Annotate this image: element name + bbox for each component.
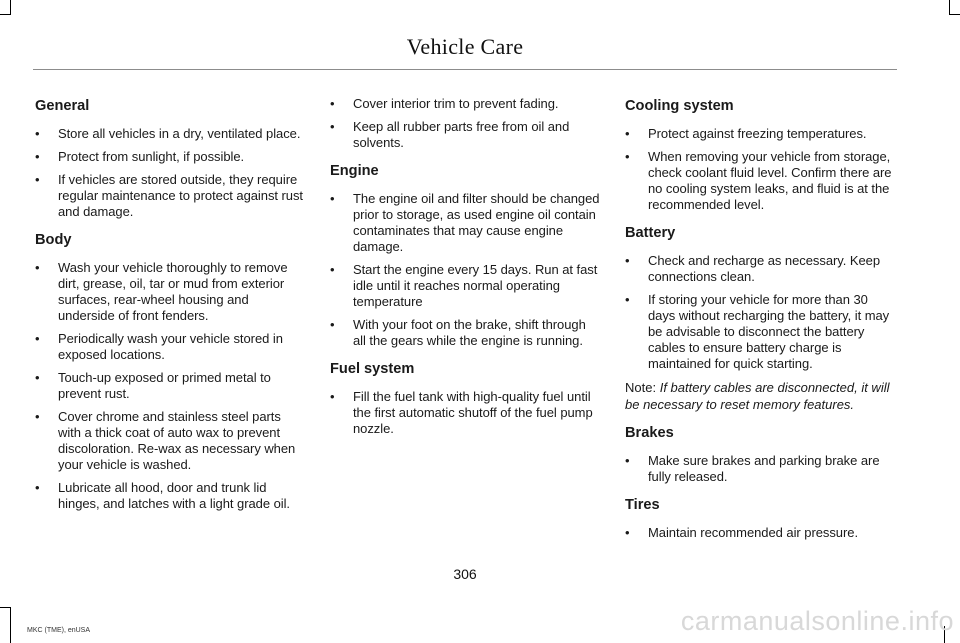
body-list-continued — [330, 96, 602, 151]
tires-list — [625, 525, 897, 541]
page-title: Vehicle Care — [406, 34, 524, 59]
crop-mark-top-right-v — [949, 0, 950, 14]
section-title-tires: Tires — [625, 497, 660, 513]
bullet-icon: • — [35, 149, 40, 164]
section-title-general: General — [35, 98, 90, 114]
list-item: • The engine oil and filter should be changed prior to storage, as used engine oil contain contaminates that may cause engine damage. — [330, 191, 600, 254]
list-item: • Keep all rubber parts free from oil and solvents. — [330, 119, 570, 150]
body-list — [35, 260, 307, 512]
bullet-icon: • — [35, 409, 40, 424]
list-item: • Wash your vehicle thoroughly to remove dirt, grease, oil, tar or mud from exterior surfaces, rear-wheel housing and underside of front fenders. — [35, 260, 288, 323]
bullet-icon: • — [35, 480, 40, 495]
bullet-icon: • — [330, 119, 335, 134]
section-title-engine: Engine — [330, 163, 379, 179]
bullet-icon: • — [625, 253, 630, 268]
list-item: • Protect against freezing temperatures. — [625, 126, 867, 141]
bullet-icon: • — [625, 525, 630, 540]
list-item: • Protect from sunlight, if possible. — [35, 149, 245, 164]
list-item: • If storing your vehicle for more than 30 days without recharging the battery, it may be advisable to disconnect the battery cables to ensure battery charge is maintained for quick starting. — [625, 292, 890, 371]
engine-list — [330, 191, 602, 349]
bullet-icon: • — [330, 262, 335, 277]
fuel-list — [330, 389, 602, 437]
page-number: 306 — [453, 566, 477, 582]
bullet-icon: • — [330, 96, 335, 111]
note-text: If battery cables are disconnected, it will be necessary to reset memory features. — [625, 380, 890, 412]
note-label: Note: — [625, 380, 657, 395]
watermark: carmanualsonline.info — [680, 606, 954, 636]
bullet-icon: • — [35, 370, 40, 385]
bullet-icon: • — [625, 126, 630, 141]
bullet-icon: • — [330, 317, 335, 332]
list-item: • Maintain recommended air pressure. — [625, 525, 859, 540]
list-item: • Lubricate all hood, door and trunk lid hinges, and latches with a light grade oil. — [35, 480, 290, 511]
list-item: • Make sure brakes and parking brake are fully released. — [625, 453, 880, 484]
bullet-icon: • — [35, 331, 40, 346]
section-title-brakes: Brakes — [625, 425, 674, 441]
crop-mark-top-right-h — [949, 14, 960, 15]
document-code: MKC (TME), enUSA — [27, 627, 91, 634]
crop-mark-bottom-left-h — [0, 607, 11, 608]
crop-mark-top-left-h — [0, 14, 11, 15]
list-item: • Start the engine every 15 days. Run at fast idle until it reaches normal operating temperature — [330, 262, 598, 309]
list-item: • Periodically wash your vehicle stored in exposed locations. — [35, 331, 283, 362]
list-item: • Check and recharge as necessary. Keep connections clean. — [625, 253, 881, 284]
bullet-icon: • — [35, 260, 40, 275]
battery-list — [625, 253, 897, 372]
section-title-fuel-system: Fuel system — [330, 361, 415, 377]
list-item: • If vehicles are stored outside, they require regular maintenance to protect against rust and damage. — [35, 172, 303, 219]
list-item: • Fill the fuel tank with high-quality fuel until the first automatic shutoff of the fuel pump nozzle. — [330, 389, 593, 436]
bullet-icon: • — [35, 126, 40, 141]
crop-mark-bottom-left-v — [10, 607, 11, 643]
section-title-battery: Battery — [625, 225, 676, 241]
battery-note — [625, 379, 897, 413]
brakes-list — [625, 453, 897, 485]
list-item: • Touch-up exposed or primed metal to prevent rust. — [35, 370, 271, 401]
general-list — [35, 126, 307, 220]
list-item: • With your foot on the brake, shift through all the gears while the engine is running. — [330, 317, 586, 348]
crop-mark-top-left-v — [10, 0, 11, 14]
bullet-icon: • — [625, 149, 630, 164]
list-item: • Store all vehicles in a dry, ventilated place. — [35, 126, 301, 141]
bullet-icon: • — [625, 292, 630, 307]
bullet-icon: • — [330, 191, 335, 206]
bullet-icon: • — [330, 389, 335, 404]
section-title-cooling-system: Cooling system — [625, 98, 734, 114]
list-item: • Cover interior trim to prevent fading. — [330, 96, 559, 111]
bullet-icon: • — [625, 453, 630, 468]
bullet-icon: • — [35, 172, 40, 187]
list-item: • Cover chrome and stainless steel parts with a thick coat of auto wax to prevent discoloration. Re-wax as necessary when your vehicle is washed. — [35, 409, 296, 472]
section-title-body: Body — [35, 232, 72, 248]
column-middle — [330, 96, 602, 444]
list-item: • When removing your vehicle from storage, check coolant fluid level. Confirm there are no cooling system leaks, and fluid is at the recommended level. — [625, 149, 892, 212]
column-left — [35, 96, 307, 519]
header-divider — [33, 69, 897, 70]
cooling-list — [625, 126, 897, 213]
column-right — [625, 96, 897, 548]
